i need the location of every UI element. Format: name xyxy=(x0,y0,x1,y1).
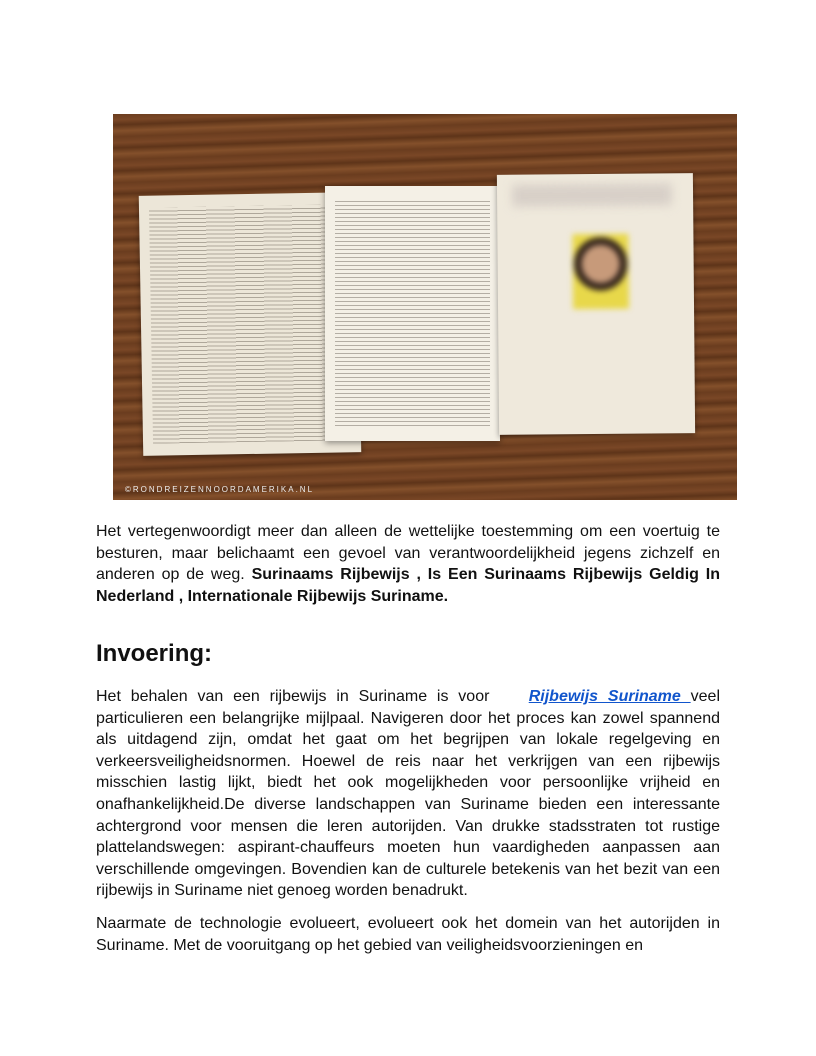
para-text-after: veel particulieren een belangrijke mijlpaal. Navigeren door het proces kan zowel spannend als uitdagend zijn, omdat het gaat om het begrijpen van lokale regelgeving en verkeersveiligheidsnormen. Hoewel de reis naar het verkrijgen van een rijbewijs misschien lastig lijkt, biedt het ook mogelijkheden voor persoonlijke vrijheid en onafhankelijkheid.De diverse landschappen van Suriname bieden een interessante achtergrond voor mensen die leren autorijden. Van drukke stadsstraten tot rustige plattelandswegen: aspirant-chauffeurs moeten hun vaardigheden aanpassen aan verschillende omgevingen. Bovendien kan de culturele betekenis van het bezit van een rijbewijs in Suriname niet genoeg worden benadrukt. xyxy=(96,688,720,900)
body-paragraph xyxy=(96,686,720,902)
license-page-right xyxy=(497,173,695,435)
intro-paragraph xyxy=(96,521,720,607)
intro-keywords: Surinaams Rijbewijs , Is Een Surinaams Rijbewijs Geldig In Nederland , Internationale Rijbewijs Suriname. xyxy=(96,566,721,605)
license-page-middle xyxy=(325,186,500,441)
body-paragraph-2: Naarmate de technologie evolueert, evolueert ook het domein van het autorijden in Suriname. Met de vooruitgang op het gebied van veiligheidsvoorzieningen en xyxy=(96,915,720,954)
drivers-license-photo xyxy=(113,114,737,500)
intro-text: Het vertegenwoordigt meer dan alleen de wettelijke toestemming om een voertuig te besturen, maar belichaamt een gevoel van verantwoordelijkheid jegens zichzelf en anderen op de weg. xyxy=(96,523,720,584)
para-text-before: Het behalen van een rijbewijs in Suriname is voor xyxy=(96,688,500,705)
watermark: ©RONDREIZENNOORDAMERIKA.NL xyxy=(125,485,315,494)
section-heading: Invoering: xyxy=(96,640,213,667)
rijbewijs-suriname-link[interactable]: Rijbewijs Suriname xyxy=(528,688,691,705)
blurred-portrait xyxy=(572,234,629,309)
